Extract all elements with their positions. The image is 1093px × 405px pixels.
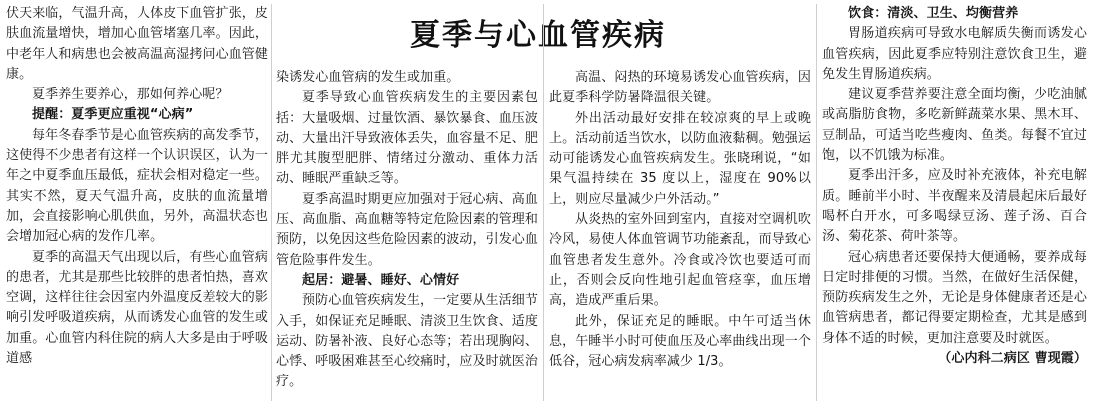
paragraph: 高温、闷热的环境易诱发心血管疾病，因此夏季科学防暑降温很关键。: [549, 70, 811, 106]
article-column-1: [6, 4, 268, 369]
paragraph: 染诱发心血管病的发生或加重。: [276, 70, 460, 85]
paragraph: 每年冬春季节是心血管疾病的高发季节，这使得不少患者有这样一个认识误区，认为一年之中夏季血压最低，症状会相对稳定一些。其实不然，夏天气温升高，皮肤的血流量增加，会直接影响心肌供血，另外，高温状态也会增加冠心病的发作几率。: [6, 127, 269, 245]
paragraph: 建议夏季营养要注意全面均衡，少吃油腻或高脂肪食物，多吃新鲜蔬菜水果、黑木耳、豆制品，可适当吃些瘦肉、鱼类。每餐不宜过饱，以不饥饿为标准。: [822, 87, 1087, 164]
article-column-2: [276, 68, 538, 393]
column-divider: [543, 4, 544, 401]
paragraph: 冠心病患者还要保持大便通畅，要养成每日定时排便的习惯。当然，在做好生活保健，预防疾病发生之外，无论是身体健康者还是心血管病患者，都记得要定期检查，尤其是感到身体不适的时候，更加注意要及时就医。: [822, 249, 1087, 346]
paragraph: 此外，保证充足的睡眠。中午可适当休息，午睡半小时可使血压及心率曲线出现一个低谷，冠心病发病率减少 1/3。: [549, 313, 812, 370]
paragraph: 夏季养生要养心，那如何养心呢？: [32, 87, 229, 103]
paragraph: 伏天来临，气温升高，人体皮下血管扩张，皮肤血流量增快，增加心血管堵塞几率。因此，中老年人和病患也会被高温高湿拷问心血管健康。: [6, 6, 269, 82]
article-column-4: [822, 4, 1087, 369]
paragraph: 预防心血管疾病发生，一定要从生活细节入手，如保证充足睡眠、清淡卫生饮食、适度运动、防暑补液、良好心态等；若出现胸闷、心悸、呼吸困难甚至心绞痛时，应及时就医治疗。: [276, 293, 539, 390]
article-column-3: [549, 68, 811, 372]
paragraph: 夏季高温时期更应加强对于冠心病、高血压、高血脂、高血糖等特定危险因素的管理和预防，以免因这些危险因素的波动，引发心血管危险事件发生。: [276, 191, 539, 268]
section-subheading: 提醒：夏季更应重视“心病”: [32, 107, 194, 123]
column-divider: [271, 4, 272, 401]
article-headline: 夏季与心血管疾病: [410, 18, 666, 53]
author-byline: （心内科二病区 曹现霞）: [938, 351, 1087, 367]
section-subheading: 起居：避暑、睡好、心情好: [302, 272, 460, 288]
paragraph: 外出活动最好安排在较凉爽的早上或晚上。活动前适当饮水，以防血液黏稠。勉强运动可能诱发心血管疾病发生。张晓琍说，“如果气温持续在 35 度以上，湿度在 90%以上，则应尽量减少户外活动。”: [549, 110, 812, 207]
paragraph: 夏季导致心血管疾病发生的主要因素包括：大量吸烟、过量饮酒、暴饮暴食、血压波动、大量出汗导致液体丢失，血容量不足、肥胖尤其腹型肥胖、情绪过分激动、重体力活动、睡眠严重缺乏等。: [276, 90, 539, 187]
paragraph: 夏季的高温天气出现以后，有些心血管病的患者，尤其是那些比较胖的患者怕热，喜欢空调，这样往往会因室内外温度反差较大的影响引发呼吸道疾病，从而诱发心血管的发生或加重。心血管内科住院的病人大多是由于呼吸道感: [6, 249, 269, 367]
column-divider: [816, 4, 817, 401]
paragraph: 夏季出汗多，应及时补充液体，补充电解质。睡前半小时、半夜醒来及清晨起床后最好喝杯白开水，可多喝绿豆汤、莲子汤、百合汤、菊花茶、荷叶茶等。: [822, 168, 1087, 245]
section-subheading: 饮食：清淡、卫生、均衡营养: [848, 6, 1019, 21]
paragraph: 胃肠道疾病可导致水电解质失衡而诱发心血管疾病，因此夏季应特别注意饮食卫生，避免发生胃肠道疾病。: [822, 26, 1087, 82]
paragraph: 从炎热的室外回到室内，直接对空调机吹冷风，易使人体血管调节功能紊乱，而导致心血管患者发生意外。冷食或冷饮也要适可而止，否则会反向性地引起血管痉挛，血压增高，造成严重后果。: [549, 212, 812, 309]
